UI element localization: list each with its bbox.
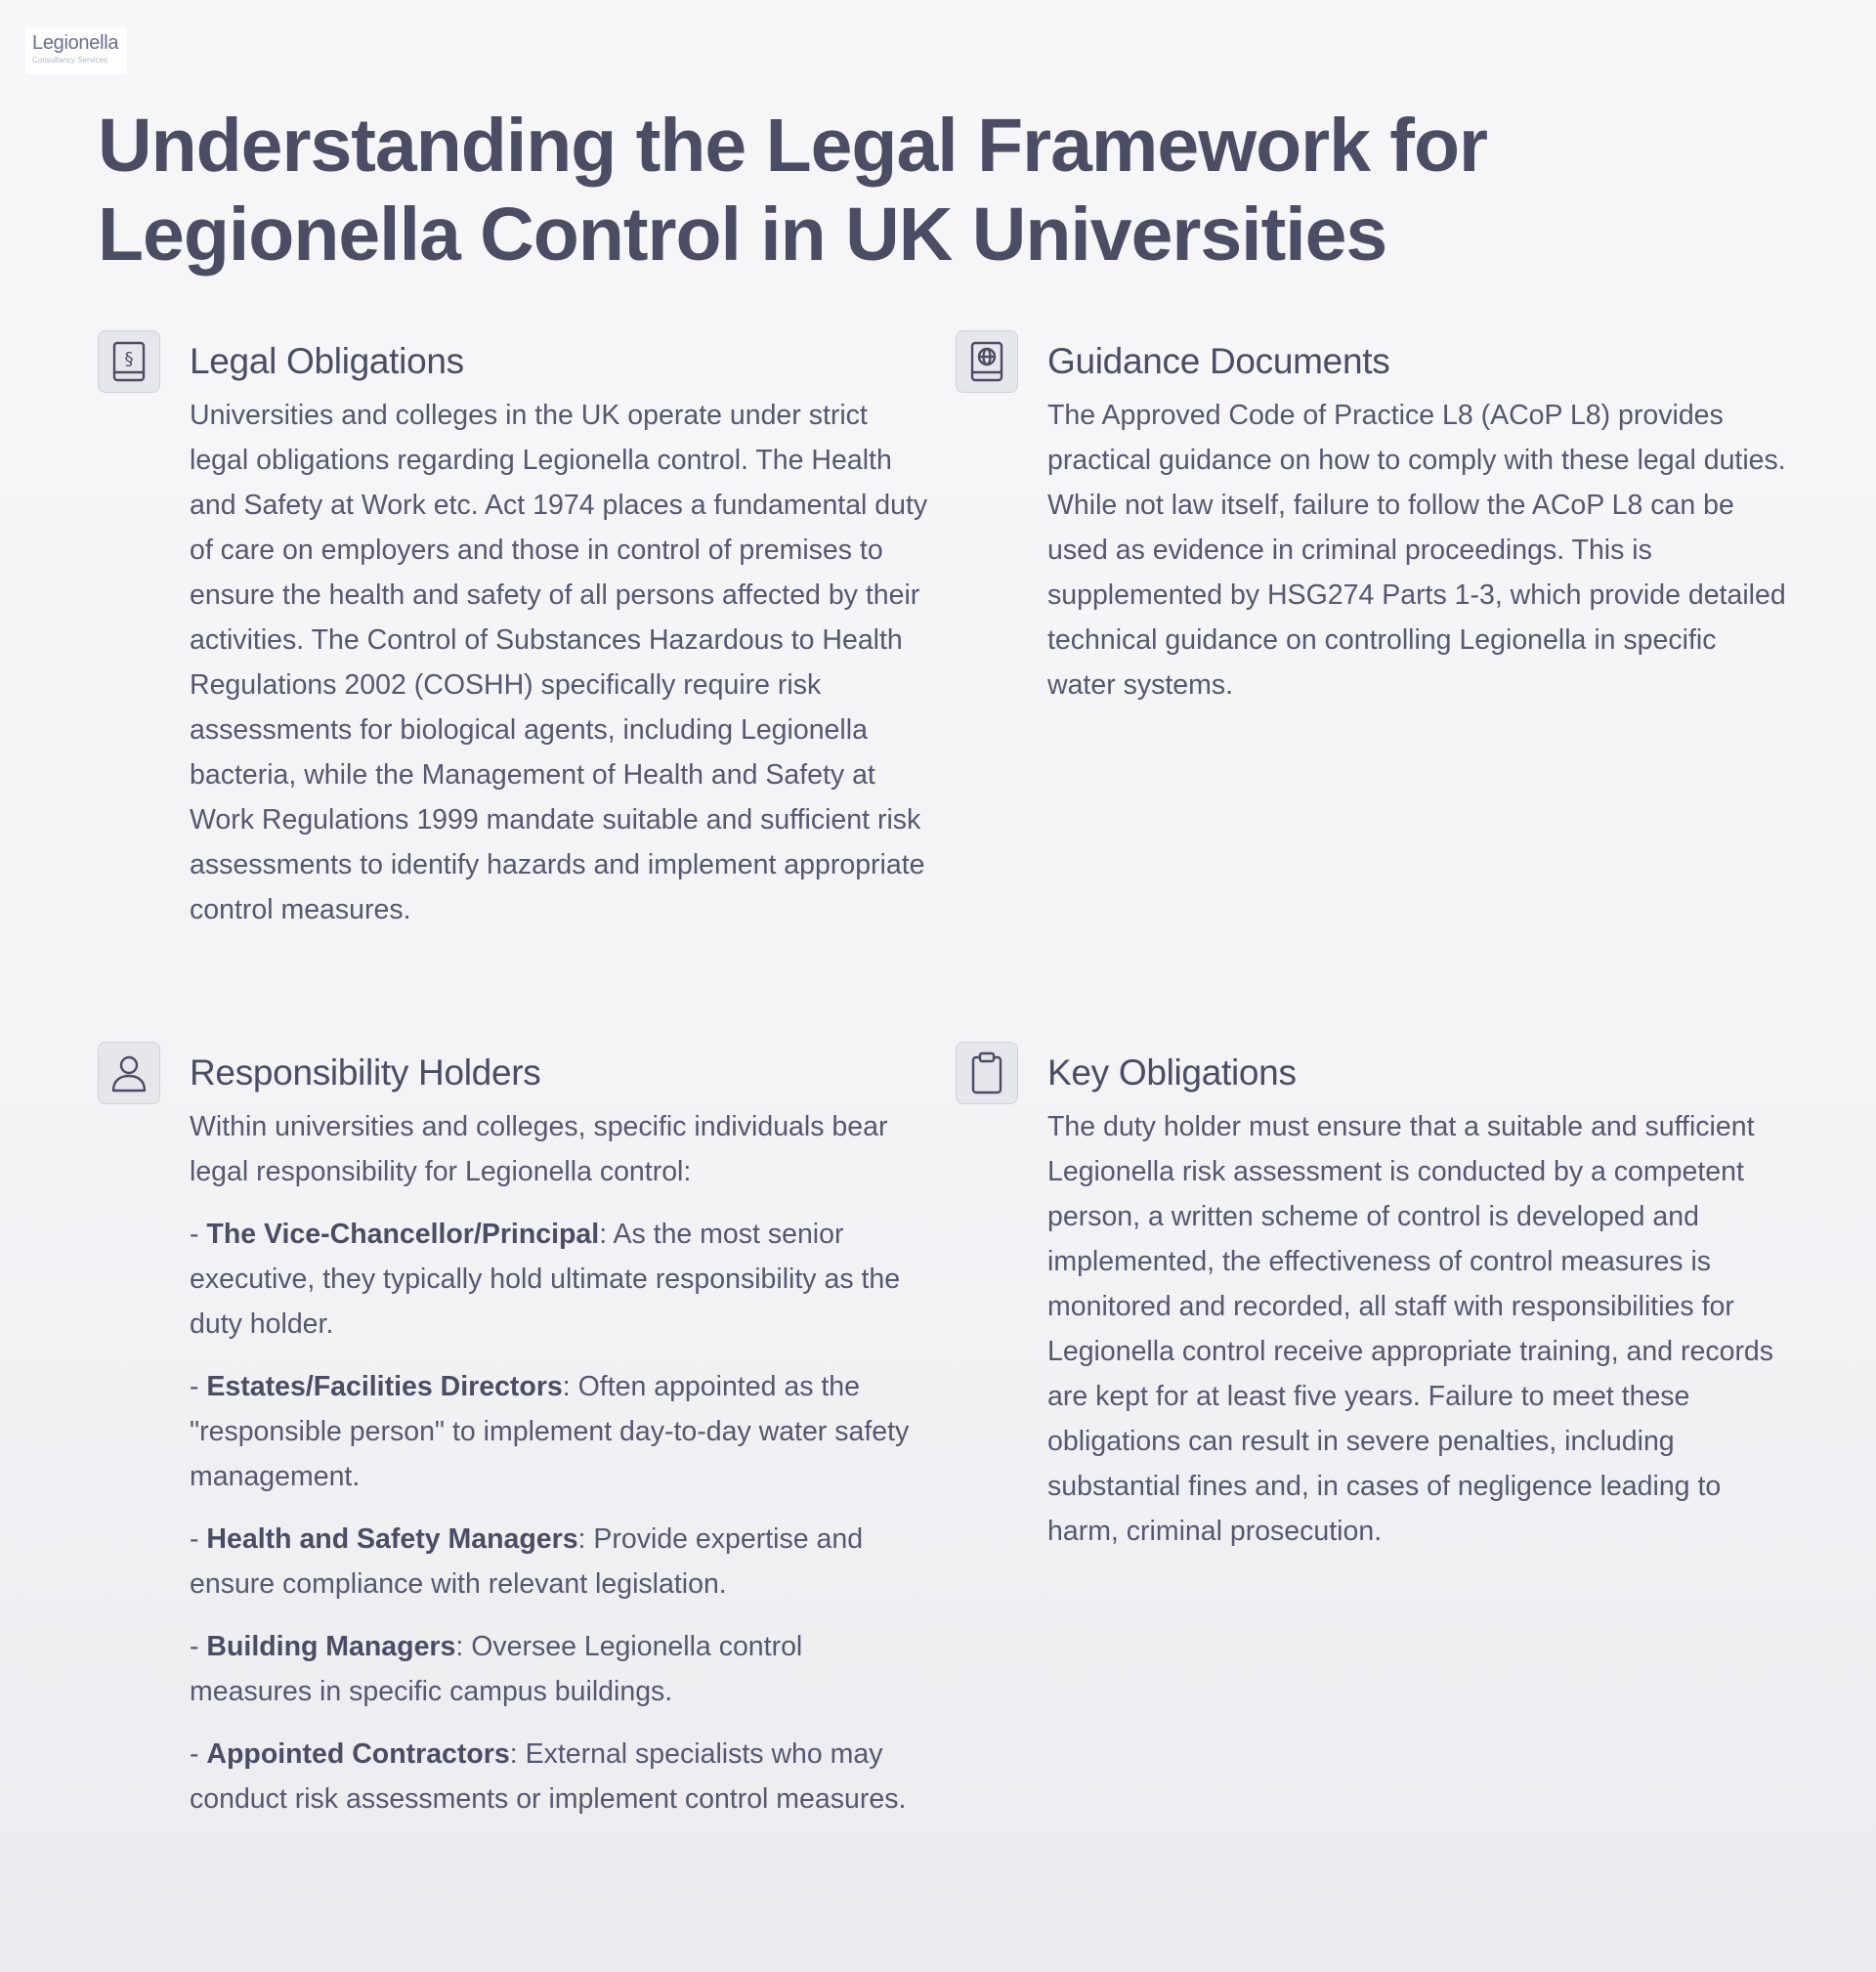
- role-name: Health and Safety Managers: [206, 1523, 578, 1555]
- role-name: Building Managers: [206, 1631, 456, 1662]
- list-item: - Estates/Facilities Directors: Often appointed as the "responsible person" to implement day-to-day water safety management.: [190, 1371, 910, 1492]
- list-item: - The Vice-Chancellor/Principal: As the most senior executive, they typically hold ultimate responsibility as the duty holder.: [190, 1219, 901, 1340]
- legal-obligations-text: Universities and colleges in the UK operate under strict legal obligations regarding Legionella control. The Health and Safety at Work etc. Act 1974 places a fundamental duty of care on employers and those in control of premises to ensure the health and safety of all persons affected by their activities. The Control of Substances Hazardous to Health Regulations 2002 (COSHH) specifically require risk assessments for biological agents, including Legionella bacteria, while the Management of Health and Safety at Work Regulations 1999 mandate suitable and sufficient risk assessments to identify hazards and implement appropriate control measures.: [190, 400, 928, 925]
- list-item: - Appointed Contractors: External specialists who may conduct risk assessments or implement control measures.: [190, 1738, 907, 1815]
- guidance-documents-text: The Approved Code of Practice L8 (ACoP L8) provides practical guidance on how to comply with these legal duties. While not law itself, failure to follow the ACoP L8 can be used as evidence in criminal proceedings. This is supplemented by HSG274 Parts 1-3, which provide detailed technical guidance on controlling Legionella in specific water systems.: [1047, 400, 1786, 701]
- company-logo: [25, 27, 127, 74]
- list-item: - Health and Safety Managers: Provide expertise and ensure compliance with relevant legislation.: [190, 1523, 864, 1600]
- svg-text:§: §: [124, 349, 134, 369]
- role-name: Appointed Contractors: [206, 1738, 510, 1770]
- logo-name: Legionella: [32, 32, 119, 54]
- law-book-icon: [98, 330, 160, 393]
- responsibility-holders-intro: Within universities and colleges, specific individuals bear legal responsibility for Legionella control:: [190, 1111, 888, 1187]
- role-name: The Vice-Chancellor/Principal: [206, 1219, 600, 1250]
- key-obligations-text: The duty holder must ensure that a suitable and sufficient Legionella risk assessment is conducted by a competent person, a written scheme of control is developed and implemented, the effectiveness of control measures is monitored and recorded, all staff with responsibilities for Legionella control receive appropriate training, and records are kept for at least five years. Failure to meet these obligations can result in severe penalties, including substantial fines and, in cases of negligence leading to harm, criminal prosecution.: [1047, 1111, 1774, 1547]
- user-icon: [98, 1042, 160, 1104]
- legal-obligations-title: Legal Obligations: [190, 341, 464, 381]
- guidance-documents-title: Guidance Documents: [1047, 341, 1390, 381]
- globe-book-icon: [956, 330, 1018, 393]
- role-name: Estates/Facilities Directors: [206, 1371, 563, 1402]
- responsibility-holders-title: Responsibility Holders: [190, 1052, 541, 1093]
- page-title: Understanding the Legal Framework for Legionella Control in UK Universities: [98, 104, 1487, 277]
- clipboard-icon: [956, 1042, 1018, 1104]
- key-obligations-title: Key Obligations: [1047, 1052, 1297, 1093]
- logo-tagline: Consultancy Services: [32, 56, 107, 64]
- list-item: - Building Managers: Oversee Legionella control measures in specific campus buildings.: [190, 1631, 803, 1707]
